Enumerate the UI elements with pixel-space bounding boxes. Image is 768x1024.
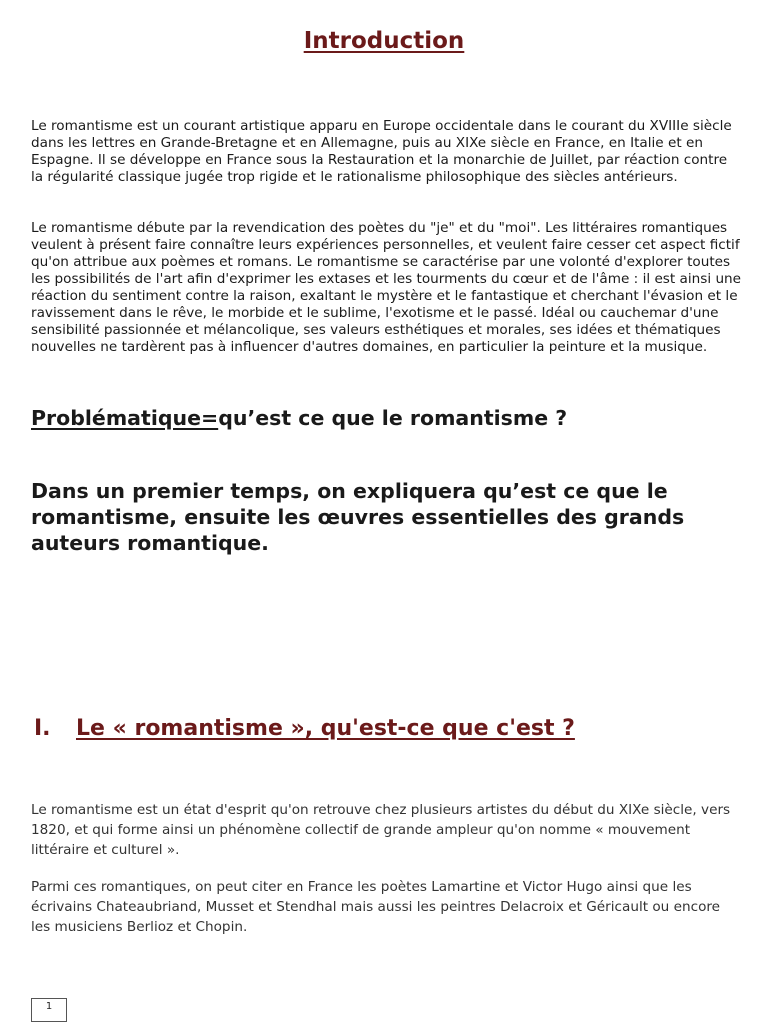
page-number-box: 1 [31,998,67,1022]
intro-paragraph-2: Le romantisme débute par la revendication des poètes du "je" et du "moi". Les littéraires romantiques veulent à présent faire connaître leurs expériences personnelles, et veulent faire cesser cet aspect fictif qu'on attribue aux poèmes et romans. Le romantisme se caractérise par une volonté d'explorer toutes les possibilités de l'art afin d'exprimer les extases et les tourments du cœur et de l'âme : il est ainsi une réaction du sentiment contre la raison, exaltant le mystère et le fantastique et cherchant l'évasion et le ravissement dans le rêve, le morbide et le sublime, l'exotisme et le passé. Idéal ou cauchemar d'une sensibilité passionnée et mélancolique, ses valeurs esthétiques et morales, ses idées et thématiques nouvelles ne tardèrent pas à influencer d'autres domaines, en particulier la peinture et la musique. [31,220,742,355]
section-number: I. [34,716,51,741]
problematique-text: qu’est ce que le romantisme ? [218,406,568,430]
intro-paragraph-1: Le romantisme est un courant artistique apparu en Europe occidentale dans le courant du XVIIIe siècle dans les lettres en Grande-Bretagne et en Allemagne, puis au XIXe siècle en France, en Italie et en Espagne. Il se développe en France sous la Restauration et la monarchie de Juillet, par réaction contre la régularité classique jugée trop rigide et le rationalisme philosophique des siècles antérieurs. [31,118,732,185]
problematique-label: Problématique= [31,406,219,430]
section-paragraph-1: Le romantisme est un état d'esprit qu'on retrouve chez plusieurs artistes du début du XIXe siècle, vers 1820, et qui forme ainsi un phénomène collectif de grande ampleur qu'on nomme « mouvement littéraire et culturel ». [31,802,731,858]
section-title: Le « romantisme », qu'est-ce que c'est ? [76,716,575,741]
plan-statement: Dans un premier temps, on expliquera qu’est ce que le romantisme, ensuite les œuvres essentielles des grands auteurs romantique. [31,479,685,555]
section-paragraph-2: Parmi ces romantiques, on peut citer en France les poètes Lamartine et Victor Hugo ainsi que les écrivains Chateaubriand, Musset et Stendhal mais aussi les peintres Delacroix et Géricault ou encore les musiciens Berlioz et Chopin. [31,879,721,935]
section-heading [34,716,575,741]
page-title: Introduction [303,28,465,54]
problematique [31,406,567,430]
